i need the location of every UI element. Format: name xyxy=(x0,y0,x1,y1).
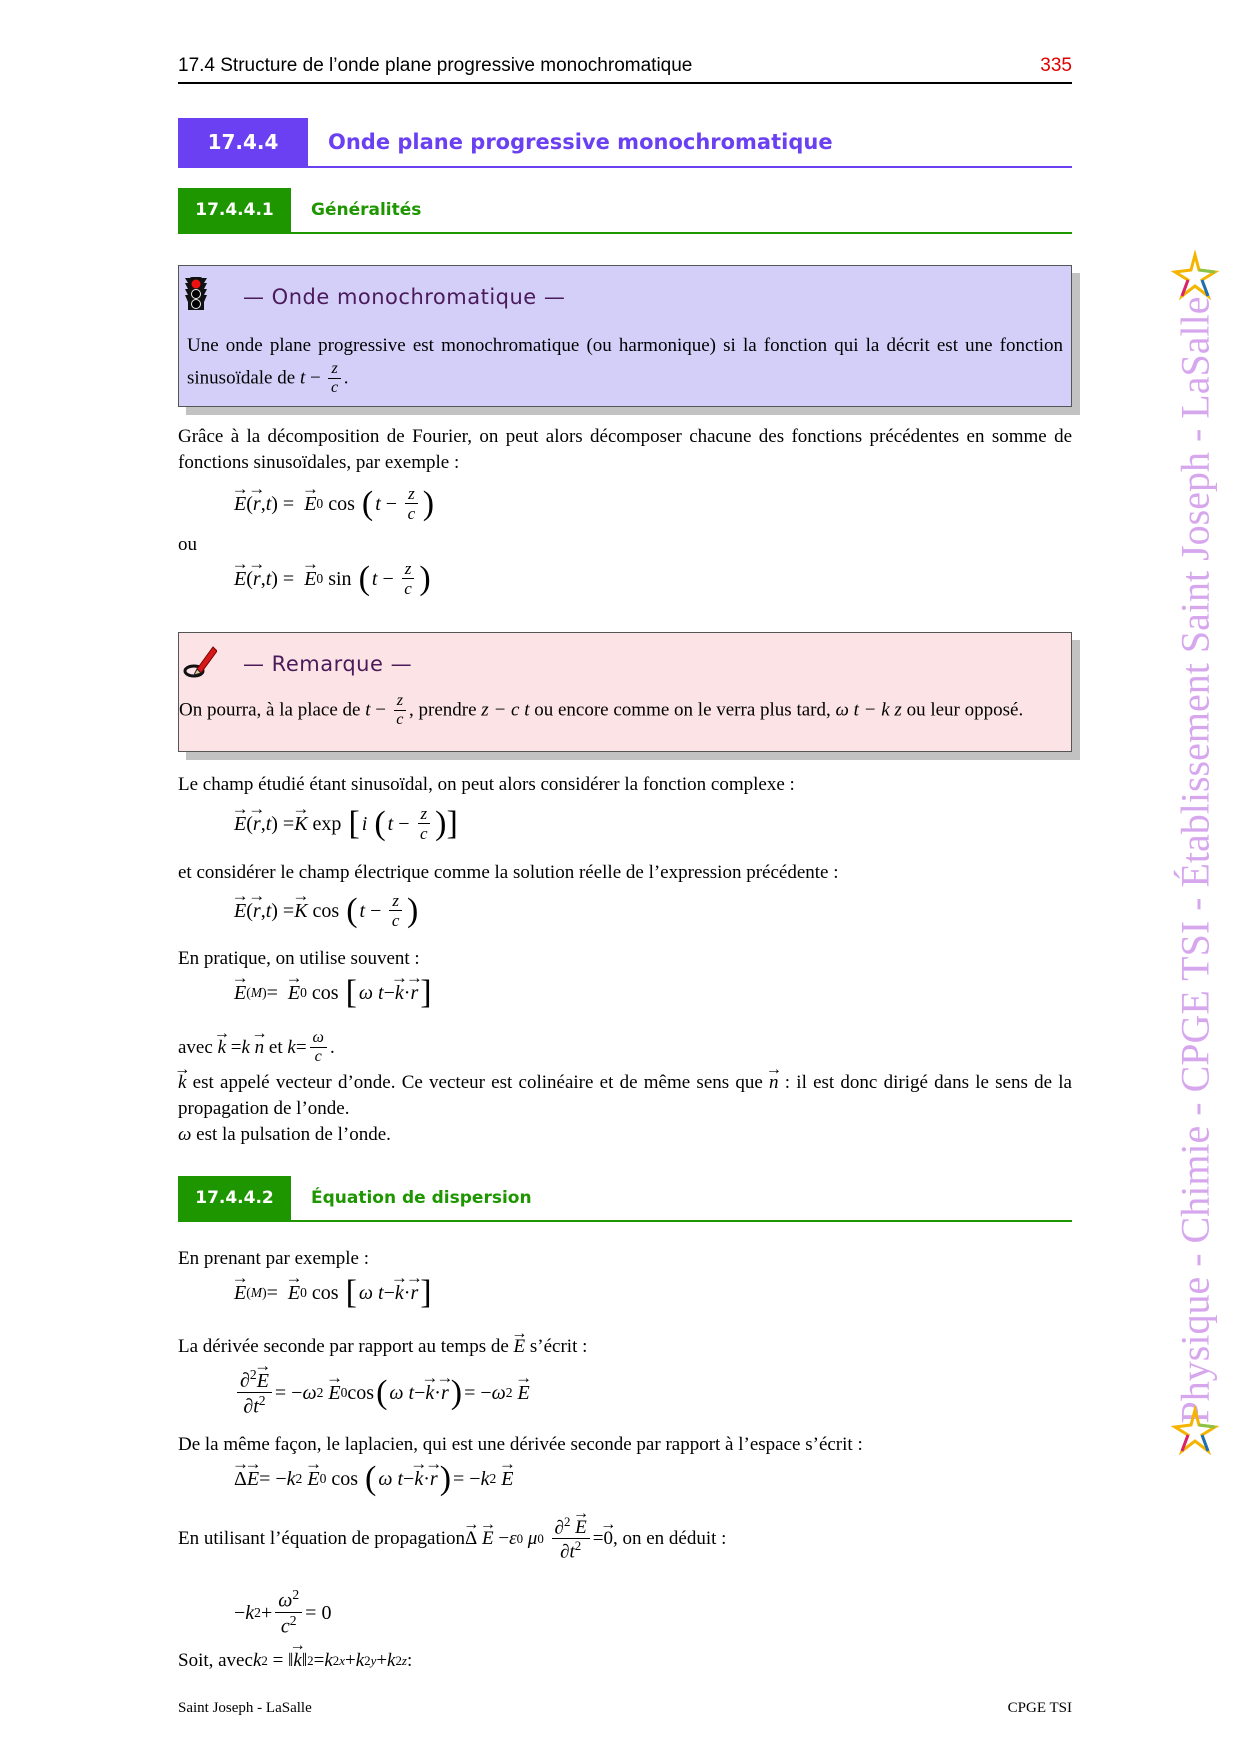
cos-fn: cos xyxy=(311,1281,339,1304)
header-title: 17.4 Structure de l’onde plane progressive monochromatique xyxy=(178,55,693,76)
text: est appelé vecteur d’onde. Ce vecteur est colinéaire et de même sens que xyxy=(186,1072,770,1093)
definition-box-text: Une onde plane progressive est monochromatique (ou harmonique) si la fonction qui la décrit est une fonction sinusoïdale de t − $\frac{z}{c}$ . xyxy=(187,335,1063,396)
remark-box-header xyxy=(183,641,412,686)
remark-box-text: On pourra, à la place de t − $\frac{z}{c}$ , prendre z − c t ou encore comme on le verra plus tard, ω t − k z ou leur opposé. xyxy=(179,692,1024,728)
paragraph-real: et considérer le champ électrique comme la solution réelle de l’expression précédente : xyxy=(178,862,839,883)
equation-E-M-2: → E (M) = → E 0 cos [ ω t − → k · → r ] xyxy=(234,1276,434,1310)
paragraph-laplacian: De la même façon, le laplacien, qui est une dérivée seconde par rapport à l’espace s’écrit : xyxy=(178,1434,863,1455)
pencil-icon xyxy=(183,641,217,686)
equation-sin: → E ( → r , t ) = → E 0 sin ( t − $\frac{z}{c}$ ) xyxy=(234,560,433,598)
subsection-title: Équation de dispersion xyxy=(311,1188,532,1208)
subsection-title: Généralités xyxy=(311,200,422,220)
cos-fn: cos xyxy=(328,492,355,515)
subsection-number: 17.4.4.1 xyxy=(178,188,291,232)
remark-box xyxy=(178,632,1072,752)
text: La dérivée seconde par rapport au temps de xyxy=(178,1336,514,1357)
definition-box-title: — Onde monochromatique — xyxy=(243,284,566,309)
text: Soit, avec xyxy=(178,1650,253,1671)
side-watermark xyxy=(1150,240,1240,1480)
equation-time-derivative: $\frac{\partial^2\to E}{\partial t^2}$ = − ω 2 → E 0 cos ( ω t − → k · → r ) = − ω 2 → E xyxy=(234,1368,530,1418)
running-header xyxy=(178,52,1072,84)
paragraph-practice: En pratique, on utilise souvent : xyxy=(178,948,420,969)
remark-text: ou encore comme on le verra plus tard, xyxy=(529,699,836,721)
text: s’écrit : xyxy=(525,1336,588,1357)
text-ou: ou xyxy=(178,534,197,555)
footer-left: Saint Joseph - LaSalle xyxy=(178,1700,312,1716)
section-number: 17.4.4 xyxy=(178,118,308,166)
subsection-heading-dispersion xyxy=(178,1176,1072,1222)
equation-dispersion: − k 2 + $\frac{\omega^2}{c^2}$ = 0 xyxy=(234,1587,332,1638)
remark-text: ou leur opposé. xyxy=(901,699,1024,721)
school-logo-icon xyxy=(1170,250,1220,300)
text: , on en déduit : xyxy=(612,1528,727,1550)
paragraph-complex: Le champ étudié étant sinusoïdal, on peut alors considérer la fonction complexe : xyxy=(178,774,795,795)
paragraph-fourier: Grâce à la décomposition de Fourier, on peut alors décomposer chacune des fonctions précédentes en somme de fonctions sinusoïdales, par exemple : xyxy=(178,426,1072,473)
text-et: et xyxy=(268,1037,283,1059)
footer-right: CPGE TSI xyxy=(1007,1700,1072,1716)
subsection-number: 17.4.4.2 xyxy=(178,1176,291,1220)
paragraph-k-norm: Soit, avec k 2 = ‖ → k ‖ 2 = k 2 x + k 2 y + k 2 z : xyxy=(178,1650,412,1672)
text: : xyxy=(406,1650,413,1671)
text: : il est donc dirigé dans le sens de la propagation de l’onde. xyxy=(178,1072,1072,1119)
school-logo-icon xyxy=(1170,1405,1220,1455)
equation-real-cos: → E ( → r , t ) = → K cos ( t − $\frac{z}{c}$ ) xyxy=(234,892,420,930)
wave-vector-definition: avec → k = k → n et k = $\frac{\omega}{c}$ . xyxy=(178,1030,335,1067)
definition-box-header xyxy=(183,274,565,319)
text: est la pulsation de l’onde. xyxy=(191,1124,391,1145)
paragraph-time-derivative: La dérivée seconde par rapport au temps de → E s’écrit : xyxy=(178,1334,1072,1360)
definition-box xyxy=(178,265,1072,407)
remark-expr: z − c t xyxy=(481,699,530,721)
traffic-light-icon xyxy=(183,274,209,319)
paragraph-example: En prenant par exemple : xyxy=(178,1248,369,1269)
cos-fn: cos xyxy=(312,899,340,922)
paragraph-omega: ω est la pulsation de l’onde. xyxy=(178,1124,391,1145)
equation-cos: → E ( → r , t ) = → E 0 cos ( t − $\frac{z}{c}$ ) xyxy=(234,485,436,523)
watermark-text: Physique - Chimie - CPGE TSI - Établissement Saint Joseph - LaSalle xyxy=(1172,296,1218,1424)
paragraph-propagation: En utilisant l’équation de propagation → Δ → E − ε 0 μ 0 $\frac{\partial^2 \to E}{\partial t^2}$ = → 0 , on en déduit : xyxy=(178,1515,726,1563)
equation-E-M: → E (M) = → E 0 cos [ ω t − → k · → r ] xyxy=(234,976,434,1010)
remark-box-title: — Remarque — xyxy=(243,651,413,676)
definition-text: Une onde plane progressive est monochromatique (ou harmonique) si la fonction qui la décrit est une fonction sinusoïdale de xyxy=(187,335,1063,389)
cos-fn: cos xyxy=(311,981,339,1004)
equation-laplacian: → Δ → E = − k 2 → E 0 cos ( ω t − → k · → r ) = − k 2 → E xyxy=(234,1462,513,1496)
definition-text-end: . xyxy=(343,367,349,389)
cos-fn: cos xyxy=(331,1467,359,1490)
subsection-heading-generalites xyxy=(178,188,1072,234)
cos-fn: cos xyxy=(347,1381,375,1404)
page-number: 335 xyxy=(1040,55,1072,76)
section-title: Onde plane progressive monochromatique xyxy=(328,130,833,154)
remark-text: , prendre xyxy=(409,699,482,721)
text-avec: avec xyxy=(178,1037,213,1059)
exp-fn: exp xyxy=(312,812,342,835)
paragraph-wave-vector: → k est appelé vecteur d’onde. Ce vecteur est colinéaire et de même sens que → n : il est donc dirigé dans le sens de la propagation de l’onde. xyxy=(178,1070,1072,1122)
sin-fn: sin xyxy=(328,567,352,590)
remark-expr: ω t − k z xyxy=(835,699,902,721)
text: En utilisant l’équation de propagation xyxy=(178,1528,466,1550)
section-heading xyxy=(178,118,1072,168)
remark-text: On pourra, à la place de xyxy=(179,699,366,721)
equation-exp: → E ( → r , t ) = → K exp [ i ( t − $\frac{z}{c}$ )] xyxy=(234,805,460,843)
